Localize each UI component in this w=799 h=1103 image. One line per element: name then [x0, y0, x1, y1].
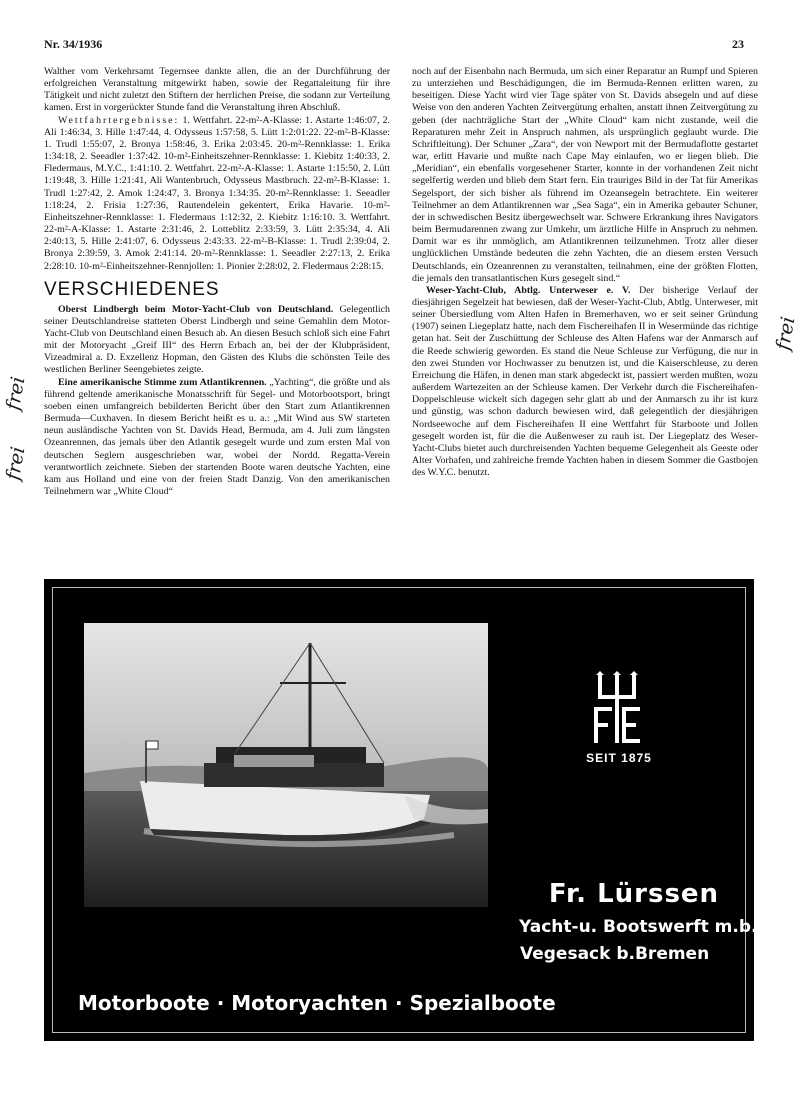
item-atlantic-title: Eine amerikanische Stimme zum Atlantikrennen. [58, 376, 267, 388]
page-issue-number: Nr. 34/1936 [44, 37, 103, 51]
advertisement-tagline: Motorboote · Motoryachten · Spezialboote [78, 991, 556, 1015]
item-lindbergh-title: Oberst Lindbergh beim Motor-Yacht-Club von Deutschland. [58, 303, 334, 315]
advertisement [44, 579, 779, 1041]
item-atlantic-text: „Yachting“, die größte und als führend geltende amerikanische Monatsschrift für Segel- und Motorbootsport, bringt soeben einen umfangreich bebilderten Bericht über den Start zum Atlantikrennen Bermuda—Cuxhaven. In diesem Bericht heißt es u. a.: „Mit Wind aus SW starteten neun ausländische Yachten von St. Davids Head, Bermuda, am 4. Juli zum längsten Ozeanrennen, das jemals über den Atlantik gesegelt wurde und zum ersten Mal von deutschen Seglern ausgeschrieben war, wobei der Nordd. Regatta-Verein verantwortlich zeichnete. Sieben der startenden Boote waren deutsche Yachten, eine kam aus Holland und eine von der freien Stadt Danzig. Von den amerikanischen Teilnehmern war „White Cloud“ [44, 376, 390, 497]
right-column [412, 66, 758, 479]
results-text: 1. Wettfahrt. 22-m²-A-Klasse: 1. Astarte 1:46:07, 2. Ali 1:46:34, 3. Hille 1:47:44, 4. Odysseus 1:57:58, 5. Lütt 1:2:01:22. 22-m²-B-Klasse: 1. Trudl 1:55:07, 2. Bronya 1:58:46, 3. Erika 2:03:45. 20-m²-Rennklasse: 1. Erika 1:34:18, 2. Seeadler 1:37:42. 10-m²-Einheitszehner-Rennklasse: 1. Kiebitz 1:40:33, 2. Fledermaus, M.Y.C., 1:41:10. 2. Wettfahrt. 22-m²-A-Klasse: 1. Astarte 1:15:50, 2. Lütt 1:19:48, 3. Hille 1:21:41, Ali Wantenbruch, Odysseus Mastbruch. 22-m²-B-Klasse: 1. Trudl 1:27:42, 2. Amok 1:24:47, 3. Bronya 1:34:35. 20-m²-Rennklasse: 1. Seeadler 1:18:24, 2. Frisia 1:27:36, Rautendelein gekentert, Erika Havarie. 10-m²-Einheitszehner-Rennklasse: 1. Fledermaus 1:12:32, 2. Kiebitz 1:16:10. 3. Wettfahrt. 22-m²-A-Klasse: 1. Astarte 2:31:46, 2. Lotteblitz 2:33:59, 3. Lütt 2:35:34, 4. Ali 2:40:13, 5. Hille 2:41:07, 6. Odysseus 2:43:33. 22-m²-B-Klasse: 1. Trudl 2:39:04, 2. Bronya 2:39:59, 3. Amok 2:41:14. 20-m²-Rennklasse: 1. Seeadler 2:27:13, 2. Erika 2:28:10. 10-m²-Einheitszehner-Rennjollen: 1. Pionier 2:28:02, 2. Fledermaus 2:28:15. [44, 114, 391, 272]
margin-note-right: frei [772, 315, 799, 352]
company-type: Yacht-u. Bootswerft m.b.H. [519, 917, 779, 937]
item-lindbergh [44, 304, 390, 377]
item-weser-title: Weser-Yacht-Club, Abtlg. Unterweser e. V. [426, 284, 631, 296]
paragraph-results [44, 115, 390, 273]
results-label: Wettfahrtergebnisse: [58, 114, 180, 126]
margin-note-left-2: frei [2, 445, 30, 482]
paragraph-regatta-closing: Walther vom Verkehrsamt Tegernsee dankte allen, die an der Durchführung der erfolgreichen Veranstaltung mitgewirkt haben, sowie der Regattaleitung für ihre Tätigkeit und nicht zuletzt den Stiftern der herrlichen Preise, die sodann zur Verteilung kamen. Erst in vorgerückter Stunde fand die Veranstaltung ihren Abschluß. [44, 66, 390, 114]
margin-note-left-1: frei [2, 375, 30, 412]
left-column [44, 66, 390, 498]
yacht-photo [84, 623, 488, 907]
company-location: Vegesack b.Bremen [520, 944, 710, 964]
page-number: 23 [732, 37, 744, 51]
item-atlantic [44, 377, 390, 499]
item-weser [412, 285, 758, 480]
company-name: Fr. Lürssen [548, 879, 720, 909]
section-heading: VERSCHIEDENES [44, 278, 220, 300]
founded-year: SEIT 1875 [586, 751, 652, 765]
item-weser-text: Der bisherige Verlauf der diesjährigen Segelzeit hat bewiesen, daß der Weser-Yacht-Club, Abtlg. Unterweser, mit seiner Übersiedlung vom Alten Hafen in Bremerhaven, wo er seit seiner Gründung (1907) seinen Liegeplatz hatte, nach dem Fischereihafen II in Wesermünde das richtige getan hat. Seit der Zuschüttung der Schleuse des Alten Hafens war der Anmarsch auf die Reede schwierig geworden. Es stand die Neue Schleuse zur Verfügung, die nur in den zwei Stunden vor Hochwasser zu benutzen ist, und die Kaiserschleuse, zu deren Erreichung die Häfen, in denen man stark abgedeckt ist, passiert werden mußten, wozu außerdem Wartezeiten an der Schleuse kamen. Der Verkehr durch die Fischereihafen-Doppelschleuse wickelt sich dagegen sehr glatt ab und der Anmarsch zu ihr ist kurz und günstig, was schon dadurch bewiesen wird, daß gelegentlich der diesjährigen Nordseewoche auf dem Fischereihafen II eine Wettfahrt für Starboote und Jollen gesegelt worden ist, für die die Außenweser zu rauh ist. Der Liegeplatz des Weser-Yacht-Clubs bietet auch durchreisenden Yachten bequeme Gelegenheit als Geeste oder Alter Vorhafen, und zahlreiche fremde Yachten haben in diesem Sommer die Gastbojen des W.Y.C. benutzt. [412, 284, 758, 479]
item-lindbergh-text: Gelegentlich seiner Deutschlandreise statteten Oberst Lindbergh und seine Gemahlin dem Motor-Yacht-Club von Deutschland einen Besuch ab. An diesen Besuch schloß sich eine Fahrt mit der Motoryacht „Greif III“ des Herrn Erbach an, bei der der Klubpräsident, Vizeadmiral a. D. Exzellenz Hopman, den Gästen des Klubs die schönsten Teile des westlichen Berliner Seengebietes zeigte. [44, 303, 390, 376]
paragraph-atlantic-continued: noch auf der Eisenbahn nach Bermuda, um sich einer Reparatur an Rumpf und Spieren zu unterziehen und Beschädigungen, die im Bermuda-Rennen erlitten waren, zu beseitigen. Diese Yacht wird vier Tage später von St. Davids absegeln und auf diese Weise von den anderen Yachten Zeitvergütung erhalten, anstatt ihnen Zeitvergütung zu geben (der nachträgliche Start der „White Cloud“ kam nicht zustande, weil die Reparaturen mehr Zeit in Anspruch nahmen, als ursprünglich geglaubt wurde. Die Schriftleitung). Der Schuner „Zara“, der von Newport mit der Bermudaflotte gestartet war, erlitt Havarie und mußte nach Cape May einlaufen, wo er liegen blieb. Die „Meridian“, ein ebenfalls vorgesehener Starter, konnte in der vorhandenen Zeit nicht segelfertig werden und blieb dem Start fern. Ein trauriges Bild in der Tat für Amerikas Segelsport, der sich bisher als führend im Ozeansegeln betrachtete. Ein weiterer Teilnehmer an dem Atlantikrennen war „Sea Saga“, ein in Amerika gebauter Schuner, der in schwedischen Besitz übergewechselt war. Schwere Erkrankung ihres Navigators beim Bermudarennen zwang zur Umkehr, um ärztliche Hilfe in Anspruch zu nehmen. Damit war es ihr unmöglich, am Atlantikrennen teilzunehmen. Trotz aller dieser unglücklichen Umstände bedeuten die zehn Yachten, die an diesem ersten Versuch Deutschlands, ein Ozeanrennen zu veranstalten, teilnahmen, eine der größten Flotten, die jemals den transatlantischen Kurs gesegelt sind.“ [412, 66, 758, 284]
trident-logo-icon [590, 671, 644, 745]
